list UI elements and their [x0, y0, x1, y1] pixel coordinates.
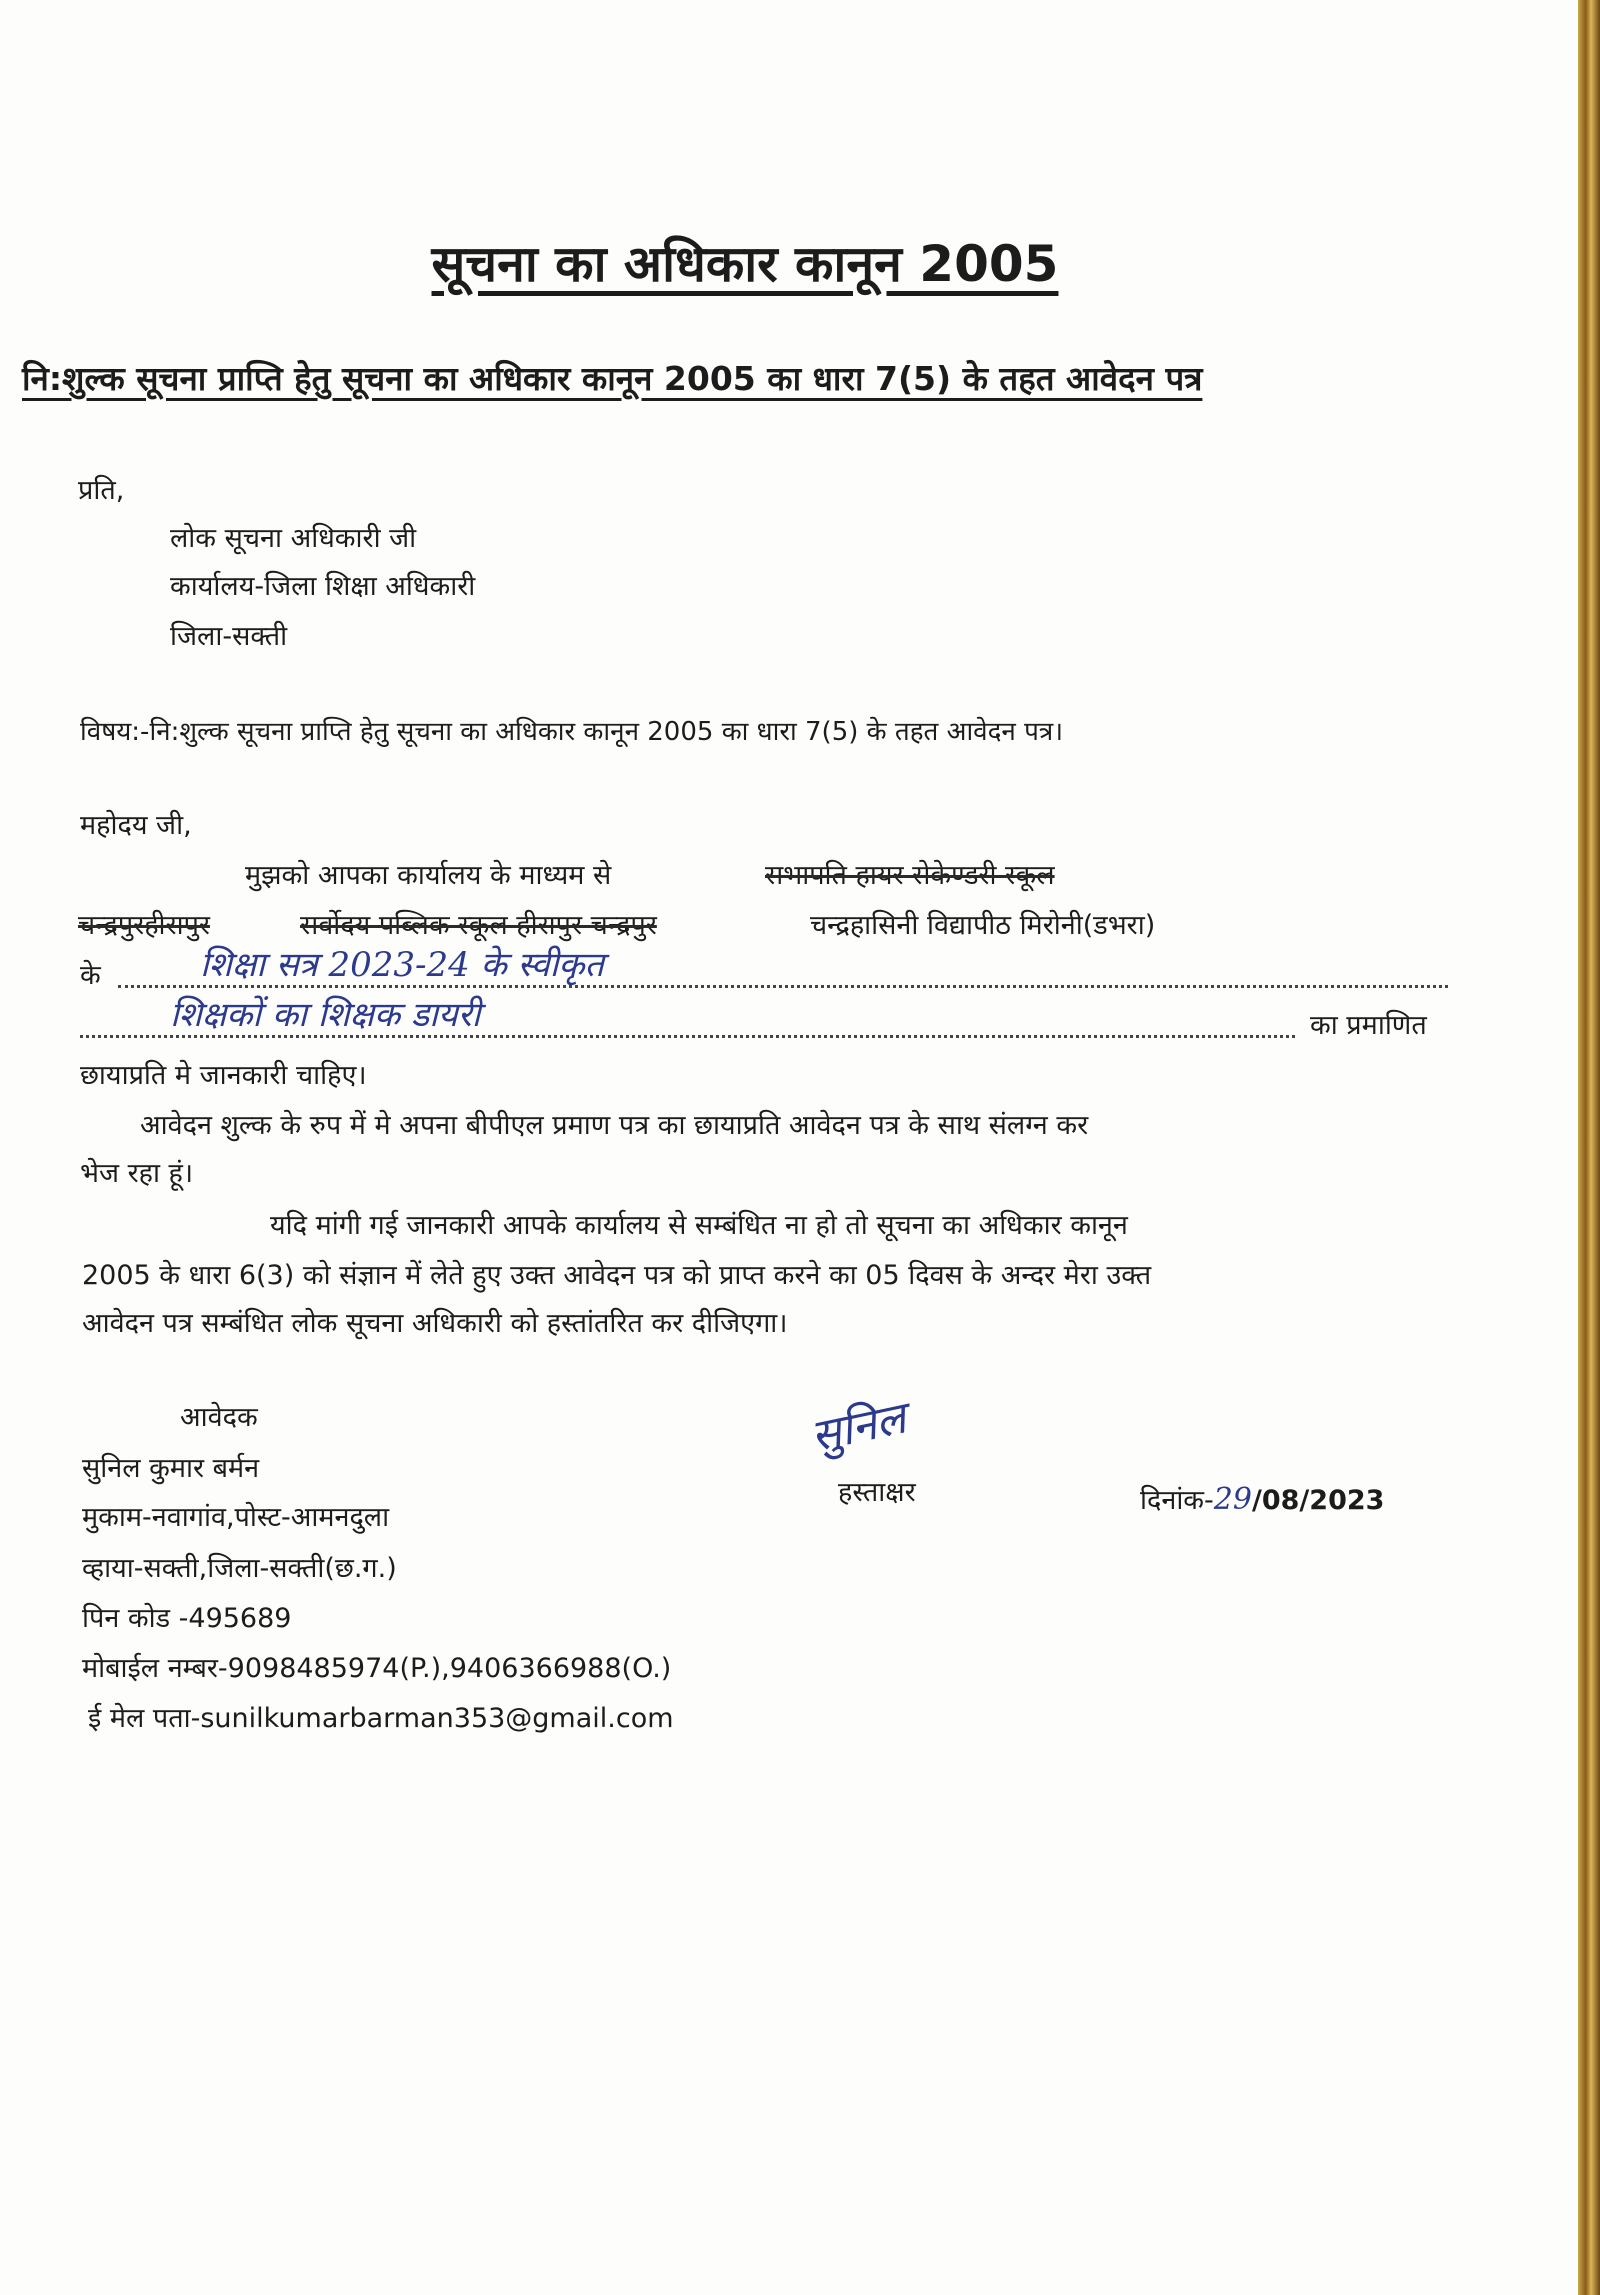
subject-line: विषय:-नि:शुल्क सूचना प्राप्ति हेतु सूचना का अधिकार कानून 2005 का धारा 7(5) के तहत आवेदन पत्र।	[80, 717, 1064, 747]
request-ke: के	[80, 960, 101, 991]
request-end: छायाप्रति मे जानकारी चाहिए।	[80, 1060, 367, 1091]
applicant-address-2: व्हाया-सक्ती,जिला-सक्ती(छ.ग.)	[82, 1553, 397, 1584]
paper-edge-background	[1578, 0, 1600, 2295]
struck-school-2: चन्द्रपुरहीरापुर	[78, 910, 210, 941]
date-prefix: दिनांक-	[1140, 1485, 1214, 1516]
date-rest: /08/2023	[1251, 1485, 1385, 1516]
signature-label: हस्ताक्षर	[838, 1477, 916, 1508]
document-title: सूचना का अधिकार कानून 2005	[431, 235, 1059, 293]
salutation: महोदय जी,	[80, 810, 192, 841]
applicant-pin: पिन कोड -495689	[82, 1603, 292, 1634]
handwritten-entry-2: शिक्षकों का शिक्षक डायरी	[170, 995, 481, 1035]
date-day-handwritten: 29	[1213, 1482, 1252, 1517]
transfer-line-3: आवेदन पत्र सम्बंधित लोक सूचना अधिकारी को हस्तांतरित कर दीजिएगा।	[82, 1308, 788, 1339]
recipient-line-2: कार्यालय-जिला शिक्षा अधिकारी	[170, 571, 476, 602]
applicant-email: ई मेल पता-sunilkumarbarman353@gmail.com	[88, 1703, 674, 1734]
fee-line-2: भेज रहा हूं।	[80, 1158, 194, 1189]
document-subtitle: नि:शुल्क सूचना प्राप्ति हेतु सूचना का अधिकार कानून 2005 का धारा 7(5) के तहत आवेदन पत्र	[22, 359, 1203, 398]
struck-school-3: सर्वोदय पब्लिक स्कूल हीरापुर चन्द्रपुर	[300, 910, 657, 941]
struck-school-1: सभापति हायर सेकेण्डरी स्कूल	[765, 860, 1055, 891]
applicant-mobile: मोबाईल नम्बर-9098485974(P.),9406366988(O.)	[82, 1653, 672, 1684]
recipient-line-1: लोक सूचना अधिकारी जी	[170, 523, 417, 554]
applicant-address-1: मुकाम-नवागांव,पोस्ट-आमनदुला	[82, 1502, 390, 1533]
transfer-line-2: 2005 के धारा 6(3) को संज्ञान में लेते हुए उक्त आवेदन पत्र को प्राप्त करने का 05 दिवस के अन्दर मेरा उक्त	[82, 1260, 1152, 1291]
fee-line-1: आवेदन शुल्क के रुप में मे अपना बीपीएल प्रमाण पत्र का छायाप्रति आवेदन पत्र के साथ संलग्न कर	[140, 1110, 1089, 1141]
school-name: चन्द्रहासिनी विद्यापीठ मिरोनी(डभरा)	[810, 910, 1156, 941]
applicant-label: आवेदक	[180, 1402, 258, 1433]
date-field	[1140, 1480, 1384, 1517]
pramanit-text: का प्रमाणित	[1310, 1010, 1427, 1041]
recipient-line-3: जिला-सक्ती	[170, 621, 288, 652]
transfer-line-1: यदि मांगी गई जानकारी आपके कार्यालय से सम्बंधित ना हो तो सूचना का अधिकार कानून	[270, 1210, 1128, 1241]
handwritten-entry-1: शिक्षा सत्र 2023-24 के स्वीकृत	[200, 945, 604, 985]
recipient-prefix: प्रति,	[78, 475, 125, 506]
request-intro: मुझको आपका कार्यालय के माध्यम से	[245, 860, 612, 891]
signature-handwritten: सुनिल	[806, 1392, 911, 1463]
applicant-name: सुनिल कुमार बर्मन	[82, 1453, 260, 1484]
